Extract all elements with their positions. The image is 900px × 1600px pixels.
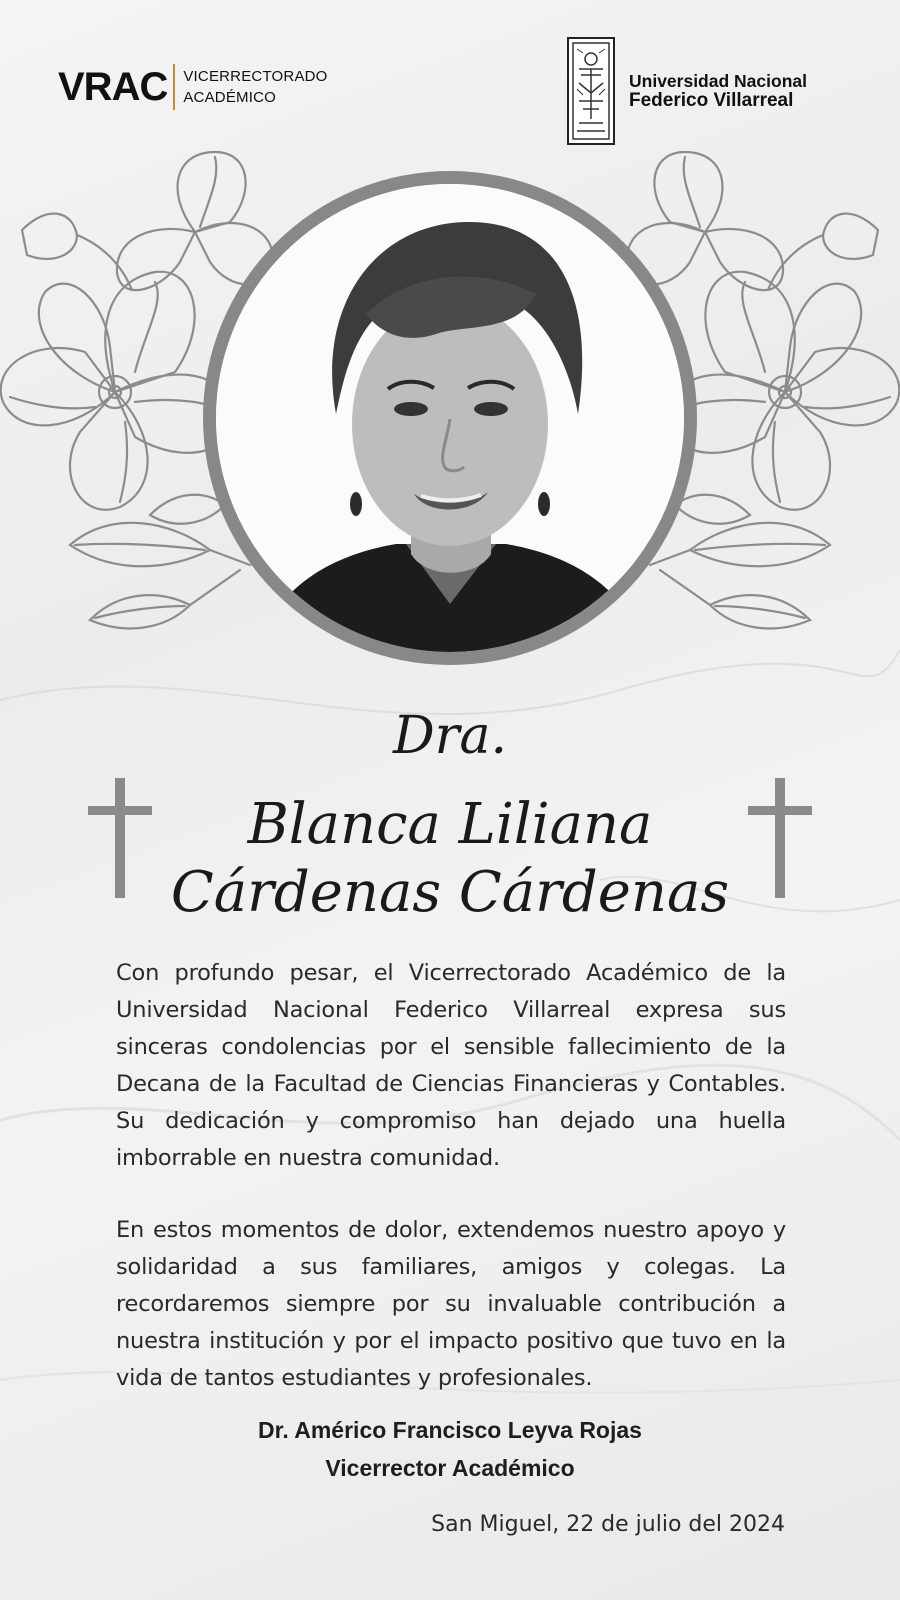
- unfv-logo-line1: Universidad Nacional: [629, 71, 807, 91]
- unfv-logo-text: [629, 71, 807, 111]
- right-cross-icon: [748, 778, 812, 898]
- signatory-role: Vicerrector Académico: [325, 1455, 575, 1481]
- vrac-logo-line1: VICERRECTORADO: [183, 68, 328, 85]
- unfv-logo: [567, 37, 807, 145]
- deceased-surnames: Cárdenas Cárdenas: [170, 860, 730, 925]
- deceased-given-names: Blanca Liliana: [247, 792, 653, 857]
- signatory-name: Dr. Américo Francisco Leyva Rojas: [258, 1417, 642, 1443]
- honorific-title: Dra.: [392, 706, 508, 766]
- condolence-paragraph-1: Con profundo pesar, el Vicerrectorado Académico de la Universidad Nacional Federico Villarreal expresa sus sinceras condolencias por el sensible fallecimiento de la Decana de la Facultad de Ciencias Financieras y Contables. Su dedicación y compromiso han dejado una huella imborrable en nuestra comunidad.: [116, 960, 786, 1171]
- condolence-paragraph-2: En estos momentos de dolor, extendemos nuestro apoyo y solidaridad a sus familiares, amigos y colegas. La recordaremos siempre por su invaluable contribución a nuestra institución y por el impacto positivo que tuvo en la vida de tantos estudiantes y profesionales.: [116, 1217, 786, 1391]
- vrac-logo: [58, 64, 328, 110]
- left-cross-icon: [88, 778, 152, 898]
- vrac-logo-text: [183, 66, 327, 108]
- vrac-logo-line2: ACADÉMICO: [183, 89, 276, 106]
- vrac-logo-divider: [173, 64, 175, 110]
- place-date: San Miguel, 22 de julio del 2024: [431, 1512, 785, 1537]
- unfv-logo-line2: Federico Villarreal: [629, 90, 794, 111]
- portrait-photo: [216, 184, 684, 652]
- vrac-logo-mark: VRAC: [58, 65, 168, 109]
- university-seal-icon: [567, 37, 615, 145]
